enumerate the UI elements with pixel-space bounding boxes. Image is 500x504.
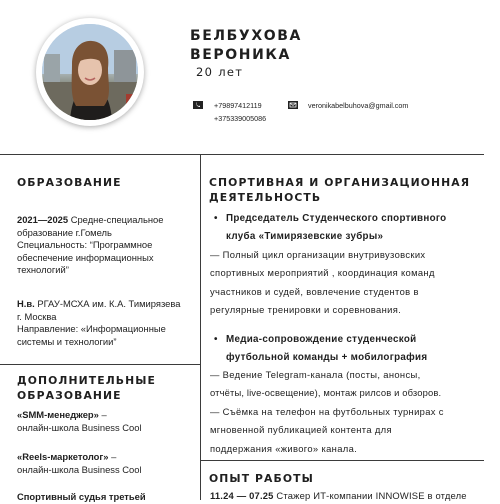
column-divider xyxy=(200,154,201,500)
phone-2[interactable]: +375339005086 xyxy=(214,113,267,123)
sports-description-2: — Ведение Telegram-канала (посты, анонсы, отчёты, live-освещение), монтаж рилсов и обзоров. — Съёмка на телефон на футбольных турнирах с мгновенной публикацией контента для поддержания «живого» канала. xyxy=(210,369,444,454)
portrait-illustration xyxy=(42,24,138,120)
sports-description-1: — Полный цикл организации внутривузовских спортивных мероприятий , координация команд участников и судей, вовлечение студентов в регулярные тренировки и соревнования. xyxy=(210,249,435,316)
header-divider xyxy=(0,154,484,155)
work-heading: ОПЫТ РАБОТЫ xyxy=(209,472,314,485)
person-name xyxy=(190,27,302,65)
phone-numbers xyxy=(214,100,266,125)
work-item-1: 11.24 — 07.25 Стажер ИТ-компании INNOWISE в отделе xyxy=(210,490,467,501)
education-item-1: 2021—2025 Средне-специальное образование г.Гомель Специальность: “Программное обеспечение информационных технологий” xyxy=(17,214,164,276)
surname: БЕЛБУХОВА xyxy=(190,28,302,44)
sports-heading: СПОРТИВНАЯ И ОРГАНИЗАЦИОННАЯ ДЕЯТЕЛЬНОСТЬ xyxy=(209,176,471,204)
education-2-years: Н.в. xyxy=(17,298,35,309)
left-section-divider xyxy=(0,364,200,365)
sports-bullet-2: • Медиа-сопровождение студенческой футбольной команды + мобилография xyxy=(226,331,427,368)
bullet-dot: • xyxy=(214,213,218,224)
education-heading: ОБРАЗОВАНИЕ xyxy=(17,176,122,189)
sports-bullet-1: • Председатель Студенческого спортивного клуба «Тимирязевские зубры» xyxy=(226,210,446,247)
additional-item-3: Спортивный судья третьей xyxy=(17,491,146,502)
mail-icon xyxy=(288,101,298,109)
right-section-divider xyxy=(200,460,484,461)
photo-image xyxy=(42,24,138,120)
bullet-dot: • xyxy=(214,334,218,345)
email-address[interactable]: veronikabelbuhova@gmail.com xyxy=(308,101,409,110)
age: 20 лет xyxy=(196,65,244,79)
phone-1[interactable]: +79897412119 xyxy=(214,101,262,110)
phone-icon xyxy=(193,101,203,109)
additional-item-1: «SMM-менеджер» – онлайн-школа Business Cool xyxy=(17,409,142,433)
first-name: ВЕРОНИКА xyxy=(190,47,291,63)
profile-photo xyxy=(36,18,144,126)
education-1-years: 2021—2025 xyxy=(17,214,69,225)
education-item-2: Н.в. РГАУ-МСХА им. К.А. Тимирязева г. Москва Направление: «Информационные системы и технологии” xyxy=(17,298,181,347)
additional-education-heading: ДОПОЛНИТЕЛЬНЫЕ ОБРАЗОВАНИЕ xyxy=(17,374,156,402)
additional-item-2: «Reels-маркетолог» – онлайн-школа Business Cool xyxy=(17,451,142,475)
